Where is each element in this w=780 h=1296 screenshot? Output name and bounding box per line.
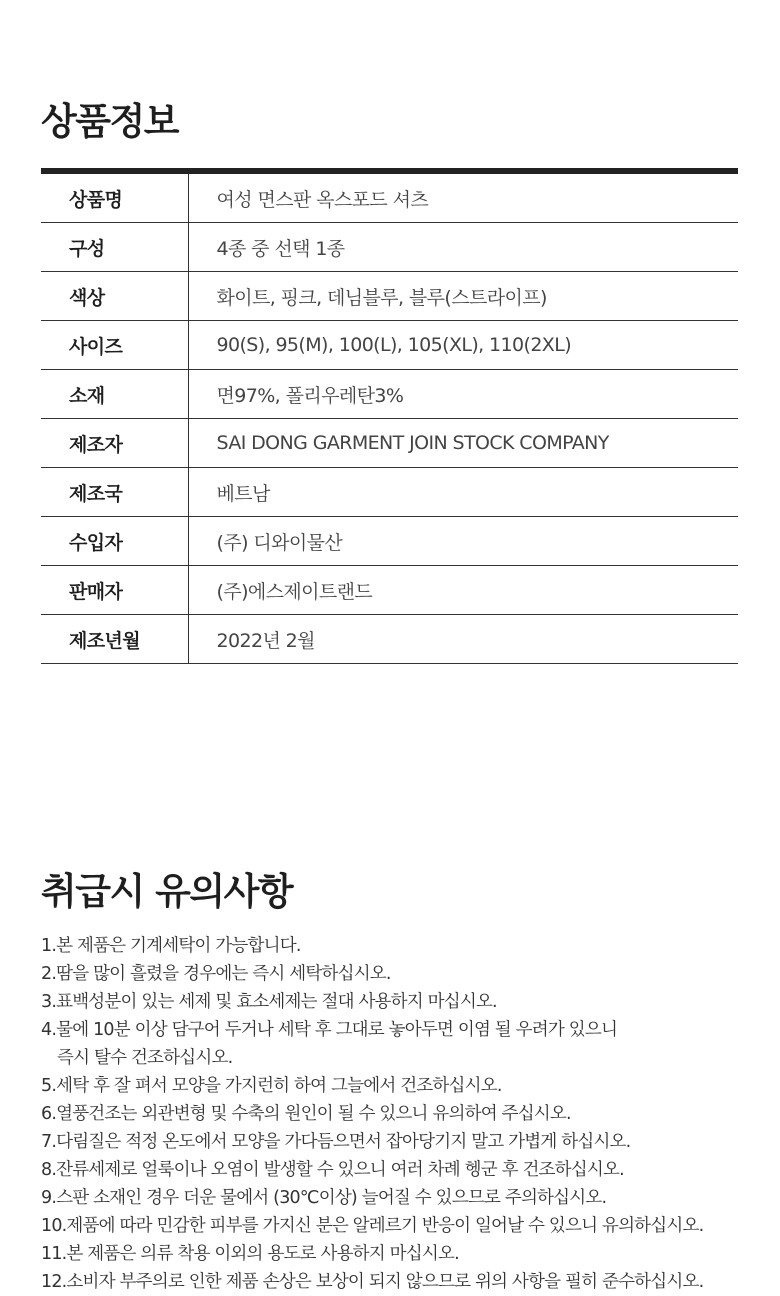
care-item-text: 6.열풍건조는 외관변형 및 수축의 원인이 될 수 있으니 유의하여 주십시오. bbox=[41, 1104, 571, 1124]
info-row-value: 4종 중 선택 1종 bbox=[188, 223, 738, 272]
care-item-text: 10.제품에 따라 민감한 피부를 가지신 분은 알레르기 반응이 일어날 수 있으니 유의하십시오. bbox=[41, 1216, 704, 1236]
care-item bbox=[41, 1240, 741, 1268]
info-row-label: 소재 bbox=[41, 370, 188, 419]
product-info-title: 상품정보 bbox=[41, 100, 178, 143]
info-row bbox=[41, 615, 738, 664]
info-row-value: 90(S), 95(M), 100(L), 105(XL), 110(2XL) bbox=[188, 321, 738, 370]
care-item bbox=[41, 1156, 741, 1184]
care-item-text: 2.땀을 많이 흘렸을 경우에는 즉시 세탁하십시오. bbox=[41, 964, 391, 984]
care-item-text: 7.다림질은 적정 온도에서 모양을 가다듬으면서 잡아당기지 말고 가볍게 하십시오. bbox=[41, 1132, 631, 1152]
care-item-text: 5.세탁 후 잘 펴서 모양을 가지런히 하여 그늘에서 건조하십시오. bbox=[41, 1076, 502, 1096]
info-row-label: 판매자 bbox=[41, 566, 188, 615]
info-row-value: 화이트, 핑크, 데님블루, 블루(스트라이프) bbox=[188, 272, 738, 321]
info-row bbox=[41, 321, 738, 370]
care-item-text: 4.물에 10분 이상 담구어 두거나 세탁 후 그대로 놓아두면 이염 될 우려가 있으니 bbox=[41, 1020, 618, 1040]
care-item-continuation: 즉시 탈수 건조하십시오. bbox=[57, 1048, 233, 1068]
info-row bbox=[41, 223, 738, 272]
care-item bbox=[41, 988, 741, 1016]
info-row bbox=[41, 370, 738, 419]
product-info-table bbox=[41, 168, 738, 664]
care-item bbox=[41, 932, 741, 960]
info-row bbox=[41, 272, 738, 321]
info-row bbox=[41, 171, 738, 223]
info-row-label: 사이즈 bbox=[41, 321, 188, 370]
info-row bbox=[41, 468, 738, 517]
info-row-label: 색상 bbox=[41, 272, 188, 321]
care-item-text: 11.본 제품은 의류 착용 이외의 용도로 사용하지 마십시오. bbox=[41, 1244, 459, 1264]
info-row bbox=[41, 566, 738, 615]
care-item bbox=[41, 960, 741, 988]
care-item bbox=[41, 1184, 741, 1212]
info-row-label: 제조년월 bbox=[41, 615, 188, 664]
info-row-value: 면97%, 폴리우레탄3% bbox=[188, 370, 738, 419]
care-item-text: 9.스판 소재인 경우 더운 물에서 (30℃이상) 늘어질 수 있으므로 주의하십시오. bbox=[41, 1188, 607, 1208]
info-row-value: SAI DONG GARMENT JOIN STOCK COMPANY bbox=[188, 419, 738, 468]
care-instructions-title: 취급시 유의사항 bbox=[41, 870, 293, 913]
info-row-label: 상품명 bbox=[41, 171, 188, 223]
care-item bbox=[41, 1268, 741, 1296]
care-item-text: 3.표백성분이 있는 세제 및 효소세제는 절대 사용하지 마십시오. bbox=[41, 992, 497, 1012]
info-row bbox=[41, 419, 738, 468]
info-row-value: (주) 디와이물산 bbox=[188, 517, 738, 566]
care-instructions-list bbox=[41, 932, 741, 1296]
info-row-value: 2022년 2월 bbox=[188, 615, 738, 664]
info-row-label: 제조자 bbox=[41, 419, 188, 468]
care-item bbox=[41, 1016, 741, 1072]
care-item bbox=[41, 1212, 741, 1240]
care-item bbox=[41, 1128, 741, 1156]
care-item-text: 12.소비자 부주의로 인한 제품 손상은 보상이 되지 않으므로 위의 사항을 필히 준수하십시오. bbox=[41, 1272, 704, 1292]
info-row bbox=[41, 517, 738, 566]
info-row-label: 구성 bbox=[41, 223, 188, 272]
info-row-value: (주)에스제이트랜드 bbox=[188, 566, 738, 615]
info-row-value: 여성 면스판 옥스포드 셔츠 bbox=[188, 171, 738, 223]
care-item-text: 1.본 제품은 기계세탁이 가능합니다. bbox=[41, 936, 301, 956]
info-row-label: 수입자 bbox=[41, 517, 188, 566]
info-row-label: 제조국 bbox=[41, 468, 188, 517]
care-item-text: 8.잔류세제로 얼룩이나 오염이 발생할 수 있으니 여러 차례 헹군 후 건조하십시오. bbox=[41, 1160, 624, 1180]
care-item bbox=[41, 1072, 741, 1100]
care-item bbox=[41, 1100, 741, 1128]
info-row-value: 베트남 bbox=[188, 468, 738, 517]
